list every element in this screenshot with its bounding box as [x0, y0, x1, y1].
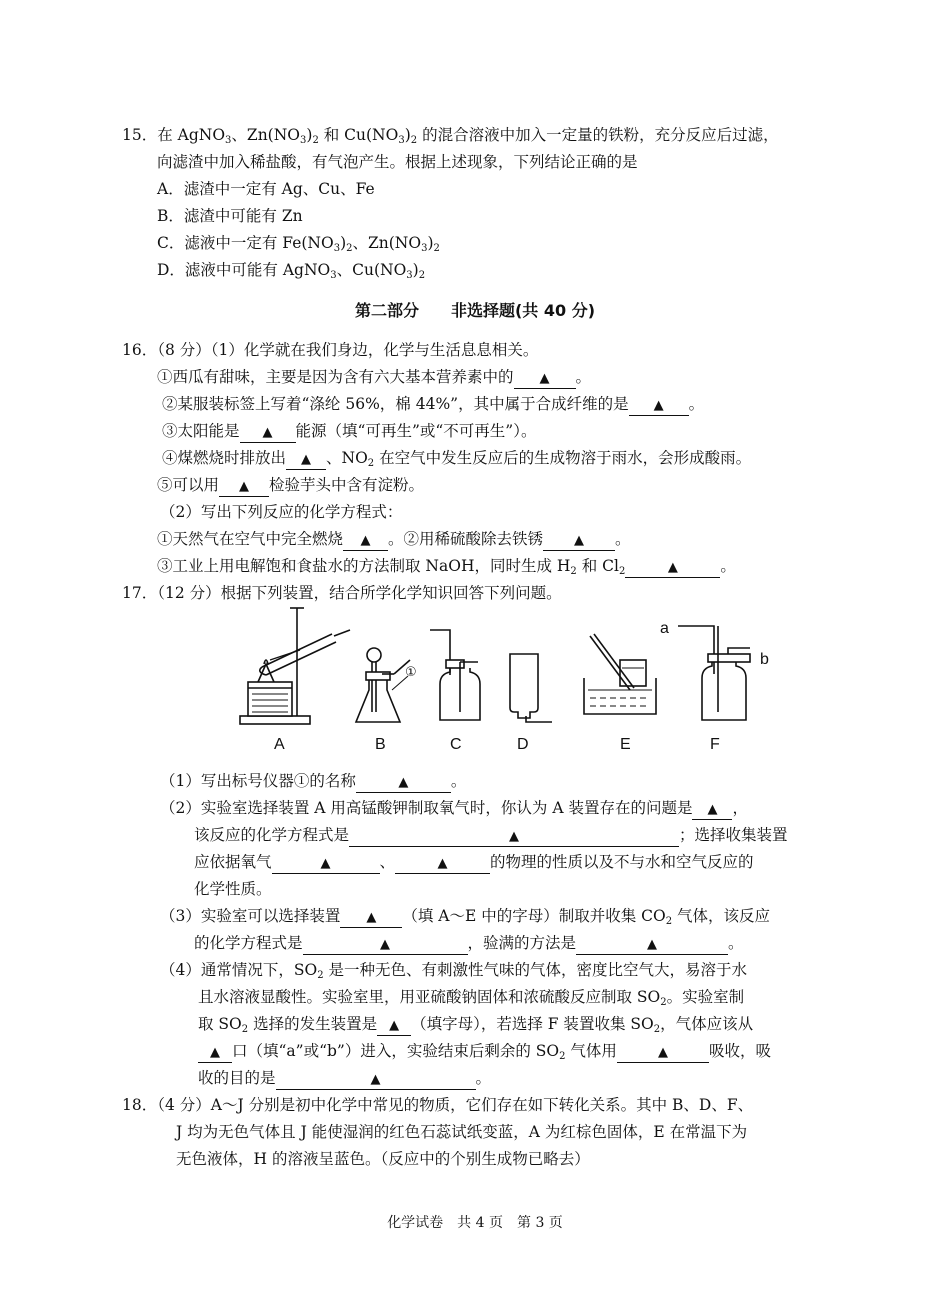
label-tag-a: a [660, 620, 669, 637]
answer-blank[interactable]: ▲ [617, 1042, 709, 1063]
q17-part-4-line1: （4）通常情况下，$SO_2$ 是一种无色、有刺激性气味的气体，密度比空气大，易溶于水 [160, 961, 748, 981]
apparatus-c-drawing [430, 630, 480, 720]
q18-line3: 无色液体，H 的溶液呈蓝色。（反应中的个别生成物已略去） [176, 1150, 590, 1168]
answer-blank[interactable]: ▲ [276, 1069, 476, 1090]
answer-blank[interactable]: ▲ [198, 1042, 232, 1063]
label-tag-1: ① [405, 664, 417, 679]
answer-blank[interactable]: ▲ [395, 853, 490, 874]
apparatus-a-drawing [240, 608, 350, 724]
answer-blank[interactable]: ▲ [692, 799, 732, 820]
apparatus-b-drawing [356, 648, 410, 722]
answer-blank[interactable]: ▲ [219, 476, 269, 497]
section-title: 第二部分 非选择题(共 40 分) [354, 301, 596, 320]
answer-blank[interactable]: ▲ [349, 826, 679, 847]
label-apparatus-a: A [274, 736, 285, 753]
q15-stem-line1: 15．在 AgNO$_3$、$Zn(NO_3)_2$ 和 $Cu(NO_3)_2$ 的混合溶液中加入一定量的铁粉，充分反应后过滤， [122, 126, 779, 146]
label-apparatus-f: F [710, 736, 720, 753]
q17-part-2-line3: 应依据氧气 ▲ 、 ▲ 的物理的性质以及不与水和空气反应的 [194, 851, 754, 874]
q16-item-5: ⑤可以用 ▲ 检验芋头中含有淀粉。 [157, 474, 424, 497]
q17-part-4-line3: 取 $SO_2$ 选择的发生装置是 ▲ （填字母），若选择 F 装置收集 $SO_2$，气体应该从 [198, 1015, 754, 1035]
answer-blank[interactable]: ▲ [343, 530, 388, 551]
q15-option-b: B．滤渣中可能有 Zn [157, 207, 303, 225]
q17-part-2-line4: 化学性质。 [194, 880, 272, 898]
q15-option-a: A．滤渣中一定有 Ag、Cu、Fe [157, 180, 375, 198]
q18-line1: 18．（4 分）A～J 分别是初中化学中常见的物质，它们存在如下转化关系。其中 B、D、F、 [122, 1096, 754, 1114]
q16-header: 16．（8 分）（1）化学就在我们身边，化学与生活息息相关。 [122, 341, 539, 359]
q17-part-3-line2: 的化学方程式是 ▲ ，验满的方法是 ▲ 。 [194, 932, 744, 955]
q17-part-4-line5: 收的目的是 ▲ 。 [198, 1067, 491, 1090]
answer-blank[interactable]: ▲ [286, 449, 326, 470]
answer-blank[interactable]: ▲ [272, 853, 380, 874]
answer-blank[interactable]: ▲ [625, 557, 720, 578]
label-tag-b: b [760, 651, 769, 668]
q18-line2: J 均为无色气体且 J 能使湿润的红色石蕊试纸变蓝，A 为红棕色固体，E 在常温下为 [176, 1123, 748, 1141]
apparatus-f-drawing [678, 626, 750, 720]
answer-blank[interactable]: ▲ [303, 934, 468, 955]
q15-option-d: D．滤液中可能有 AgNO$_3$、$Cu(NO_3)_2$ [157, 261, 426, 281]
answer-blank[interactable]: ▲ [543, 530, 615, 551]
answer-blank[interactable]: ▲ [240, 422, 296, 443]
q16-item-3: ③太阳能是 ▲ 能源（填“可再生”或“不可再生”）。 [162, 420, 536, 443]
q16-item-1: ①西瓜有甜味，主要是因为含有六大基本营养素中的 ▲ 。 [157, 366, 591, 389]
label-apparatus-b: B [375, 736, 386, 753]
q16-item-2: ②某服装标签上写着“涤纶 56%，棉 44%”，其中属于合成纤维的是 ▲ 。 [162, 393, 704, 416]
label-apparatus-e: E [620, 736, 631, 753]
q17-part-3-line1: （3）实验室可以选择装置 ▲ （填 A～E 中的字母）制取并收集 $CO_2$ 气体，该反应 [160, 907, 771, 927]
answer-blank[interactable]: ▲ [514, 368, 576, 389]
apparatus-e-drawing [584, 634, 656, 714]
q16-equation-3: ③工业上用电解饱和食盐水的方法制取 NaOH，同时生成 $H_2$ 和 $Cl_2$ ▲ 。 [157, 557, 736, 577]
q16-equation-1-2: ①天然气在空气中完全燃烧 ▲ 。②用稀硫酸除去铁锈 ▲ 。 [157, 528, 631, 551]
answer-blank[interactable]: ▲ [377, 1015, 411, 1036]
q17-part-4-line4: ▲ 口（填“a”或“b”）进入，实验结束后剩余的 $SO_2$ 气体用 ▲ 吸收，吸 [198, 1040, 771, 1063]
answer-blank[interactable]: ▲ [356, 772, 451, 793]
q17-part-2-line1: （2）实验室选择装置 A 用高锰酸钾制取氧气时，你认为 A 装置存在的问题是 ▲ ， [160, 797, 748, 820]
label-apparatus-c: C [450, 736, 462, 753]
answer-blank[interactable]: ▲ [576, 934, 728, 955]
q16-item-4: ④煤燃烧时排放出 ▲ 、$NO_2$ 在空气中发生反应后的生成物溶于雨水，会形成酸雨。 [162, 449, 752, 469]
q17-part-2-line2: 该反应的化学方程式是 ▲ ；选择收集装置 [194, 824, 788, 847]
answer-blank[interactable]: ▲ [629, 395, 689, 416]
answer-blank[interactable]: ▲ [340, 907, 402, 928]
q15-stem-line2: 向滤渣中加入稀盐酸，有气泡产生。根据上述现象，下列结论正确的是 [157, 153, 638, 171]
apparatus-d-drawing [510, 654, 552, 722]
q15-option-c: C．滤液中一定有 $Fe(NO_3)_2$、$Zn(NO_3)_2$ [157, 234, 440, 254]
q17-part-4-line2: 且水溶液显酸性。实验室里，用亚硫酸钠固体和浓硫酸反应制取 $SO_2$。实验室制 [198, 988, 745, 1008]
q16-part-2: （2）写出下列反应的化学方程式： [160, 503, 403, 521]
q17-header: 17．（12 分）根据下列装置，结合所学化学知识回答下列问题。 [122, 584, 562, 602]
label-apparatus-d: D [517, 736, 529, 753]
q17-part-1: （1）写出标号仪器①的名称 ▲ 。 [160, 770, 466, 793]
page-footer: 化学试卷 共 4 页 第 3 页 [387, 1215, 563, 1231]
